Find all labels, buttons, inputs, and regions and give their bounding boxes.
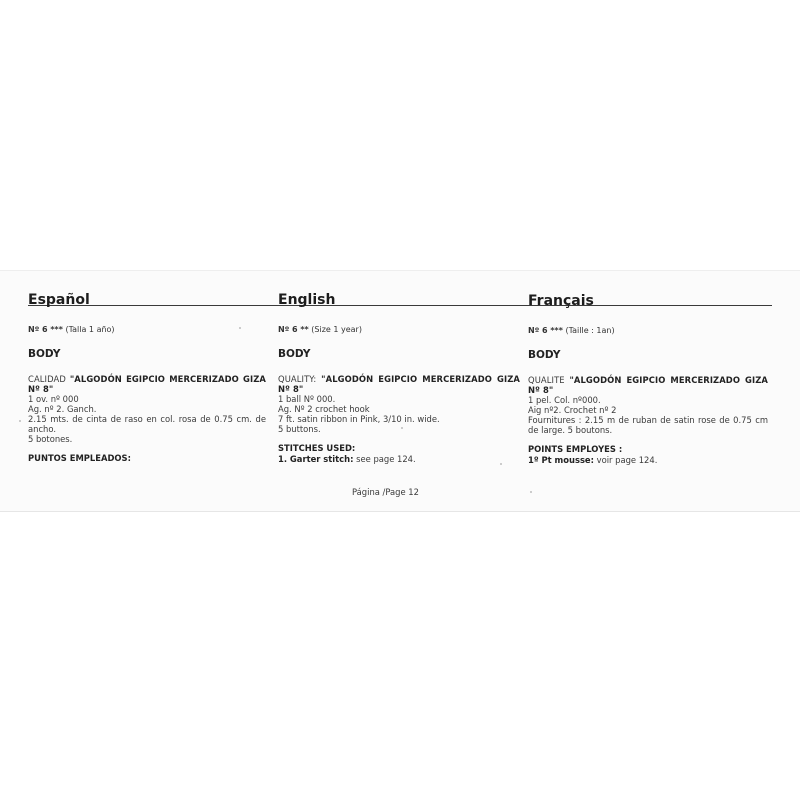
quality-line xyxy=(28,374,266,394)
material-line: Ag. nº 2. Ganch. xyxy=(28,404,97,414)
garter-stitch-line xyxy=(278,454,520,465)
quality-label: CALIDAD xyxy=(28,374,66,384)
garter-label: 1º Pt mousse: xyxy=(528,455,594,465)
material-line: 1 pel. Col. nº000. xyxy=(528,395,601,405)
material-line: 1 ov. nº 000 xyxy=(28,394,79,404)
scan-speck xyxy=(401,427,403,429)
material-line: Ag. Nº 2 crochet hook xyxy=(278,404,370,414)
stitches-heading: POINTS EMPLOYES : xyxy=(528,444,623,454)
language-heading: Français xyxy=(528,293,594,309)
language-heading: English xyxy=(278,292,336,308)
quality-line xyxy=(278,374,520,394)
stitches-heading: PUNTOS EMPLEADOS: xyxy=(28,453,131,463)
quality-name: "ALGODÓN EGIPCIO MERCERIZADO GIZA Nº 8" xyxy=(278,374,520,394)
quality-label: QUALITY: xyxy=(278,374,317,384)
material-line: 5 buttons. xyxy=(278,424,321,434)
stitches-heading: STITCHES USED: xyxy=(278,443,356,453)
scan-speck xyxy=(500,463,502,465)
size-number: Nº 6 ** xyxy=(278,325,309,334)
scan-speck xyxy=(530,491,532,493)
size-text: (Taille : 1an) xyxy=(565,326,615,335)
page-number: Página /Page 12 xyxy=(352,487,419,497)
column-spanish xyxy=(28,282,266,464)
material-line: 5 botones. xyxy=(28,434,73,444)
section-title: BODY xyxy=(528,349,561,361)
column-french xyxy=(528,282,768,466)
scan-speck xyxy=(19,420,21,422)
garter-stitch-line xyxy=(528,455,768,466)
language-heading: Español xyxy=(28,292,90,308)
size-line xyxy=(28,324,266,336)
size-text: (Talla 1 año) xyxy=(65,325,115,334)
quality-name: "ALGODÓN EGIPCIO MERCERIZADO GIZA Nº 8" xyxy=(28,374,266,394)
garter-text: see page 124. xyxy=(353,454,416,464)
size-number: Nº 6 *** xyxy=(28,325,63,334)
garter-label: 1. Garter stitch: xyxy=(278,454,354,464)
quality-line xyxy=(528,375,768,395)
scan-speck xyxy=(239,327,241,329)
column-english xyxy=(278,282,520,465)
section-title: BODY xyxy=(28,348,61,360)
size-line xyxy=(528,325,768,337)
section-title: BODY xyxy=(278,348,311,360)
material-line: 1 ball Nº 000. xyxy=(278,394,336,404)
material-line: 7 ft. satin ribbon in Pink, 3/10 in. wide. xyxy=(278,414,440,424)
garter-text: voir page 124. xyxy=(593,455,658,465)
material-line: 2.15 mts. de cinta de raso en col. rosa de 0.75 cm. de ancho. xyxy=(28,414,266,434)
quality-label: QUALITE xyxy=(528,375,565,385)
material-line: Aig nº2. Crochet nº 2 xyxy=(528,405,617,415)
size-number: Nº 6 *** xyxy=(528,326,563,335)
quality-name: "ALGODÓN EGIPCIO MERCERIZADO GIZA Nº 8" xyxy=(528,375,768,395)
size-line xyxy=(278,324,520,336)
size-text: (Size 1 year) xyxy=(311,325,362,334)
material-line: Fournitures : 2.15 m de ruban de satin rose de 0.75 cm de large. 5 boutons. xyxy=(528,415,768,435)
